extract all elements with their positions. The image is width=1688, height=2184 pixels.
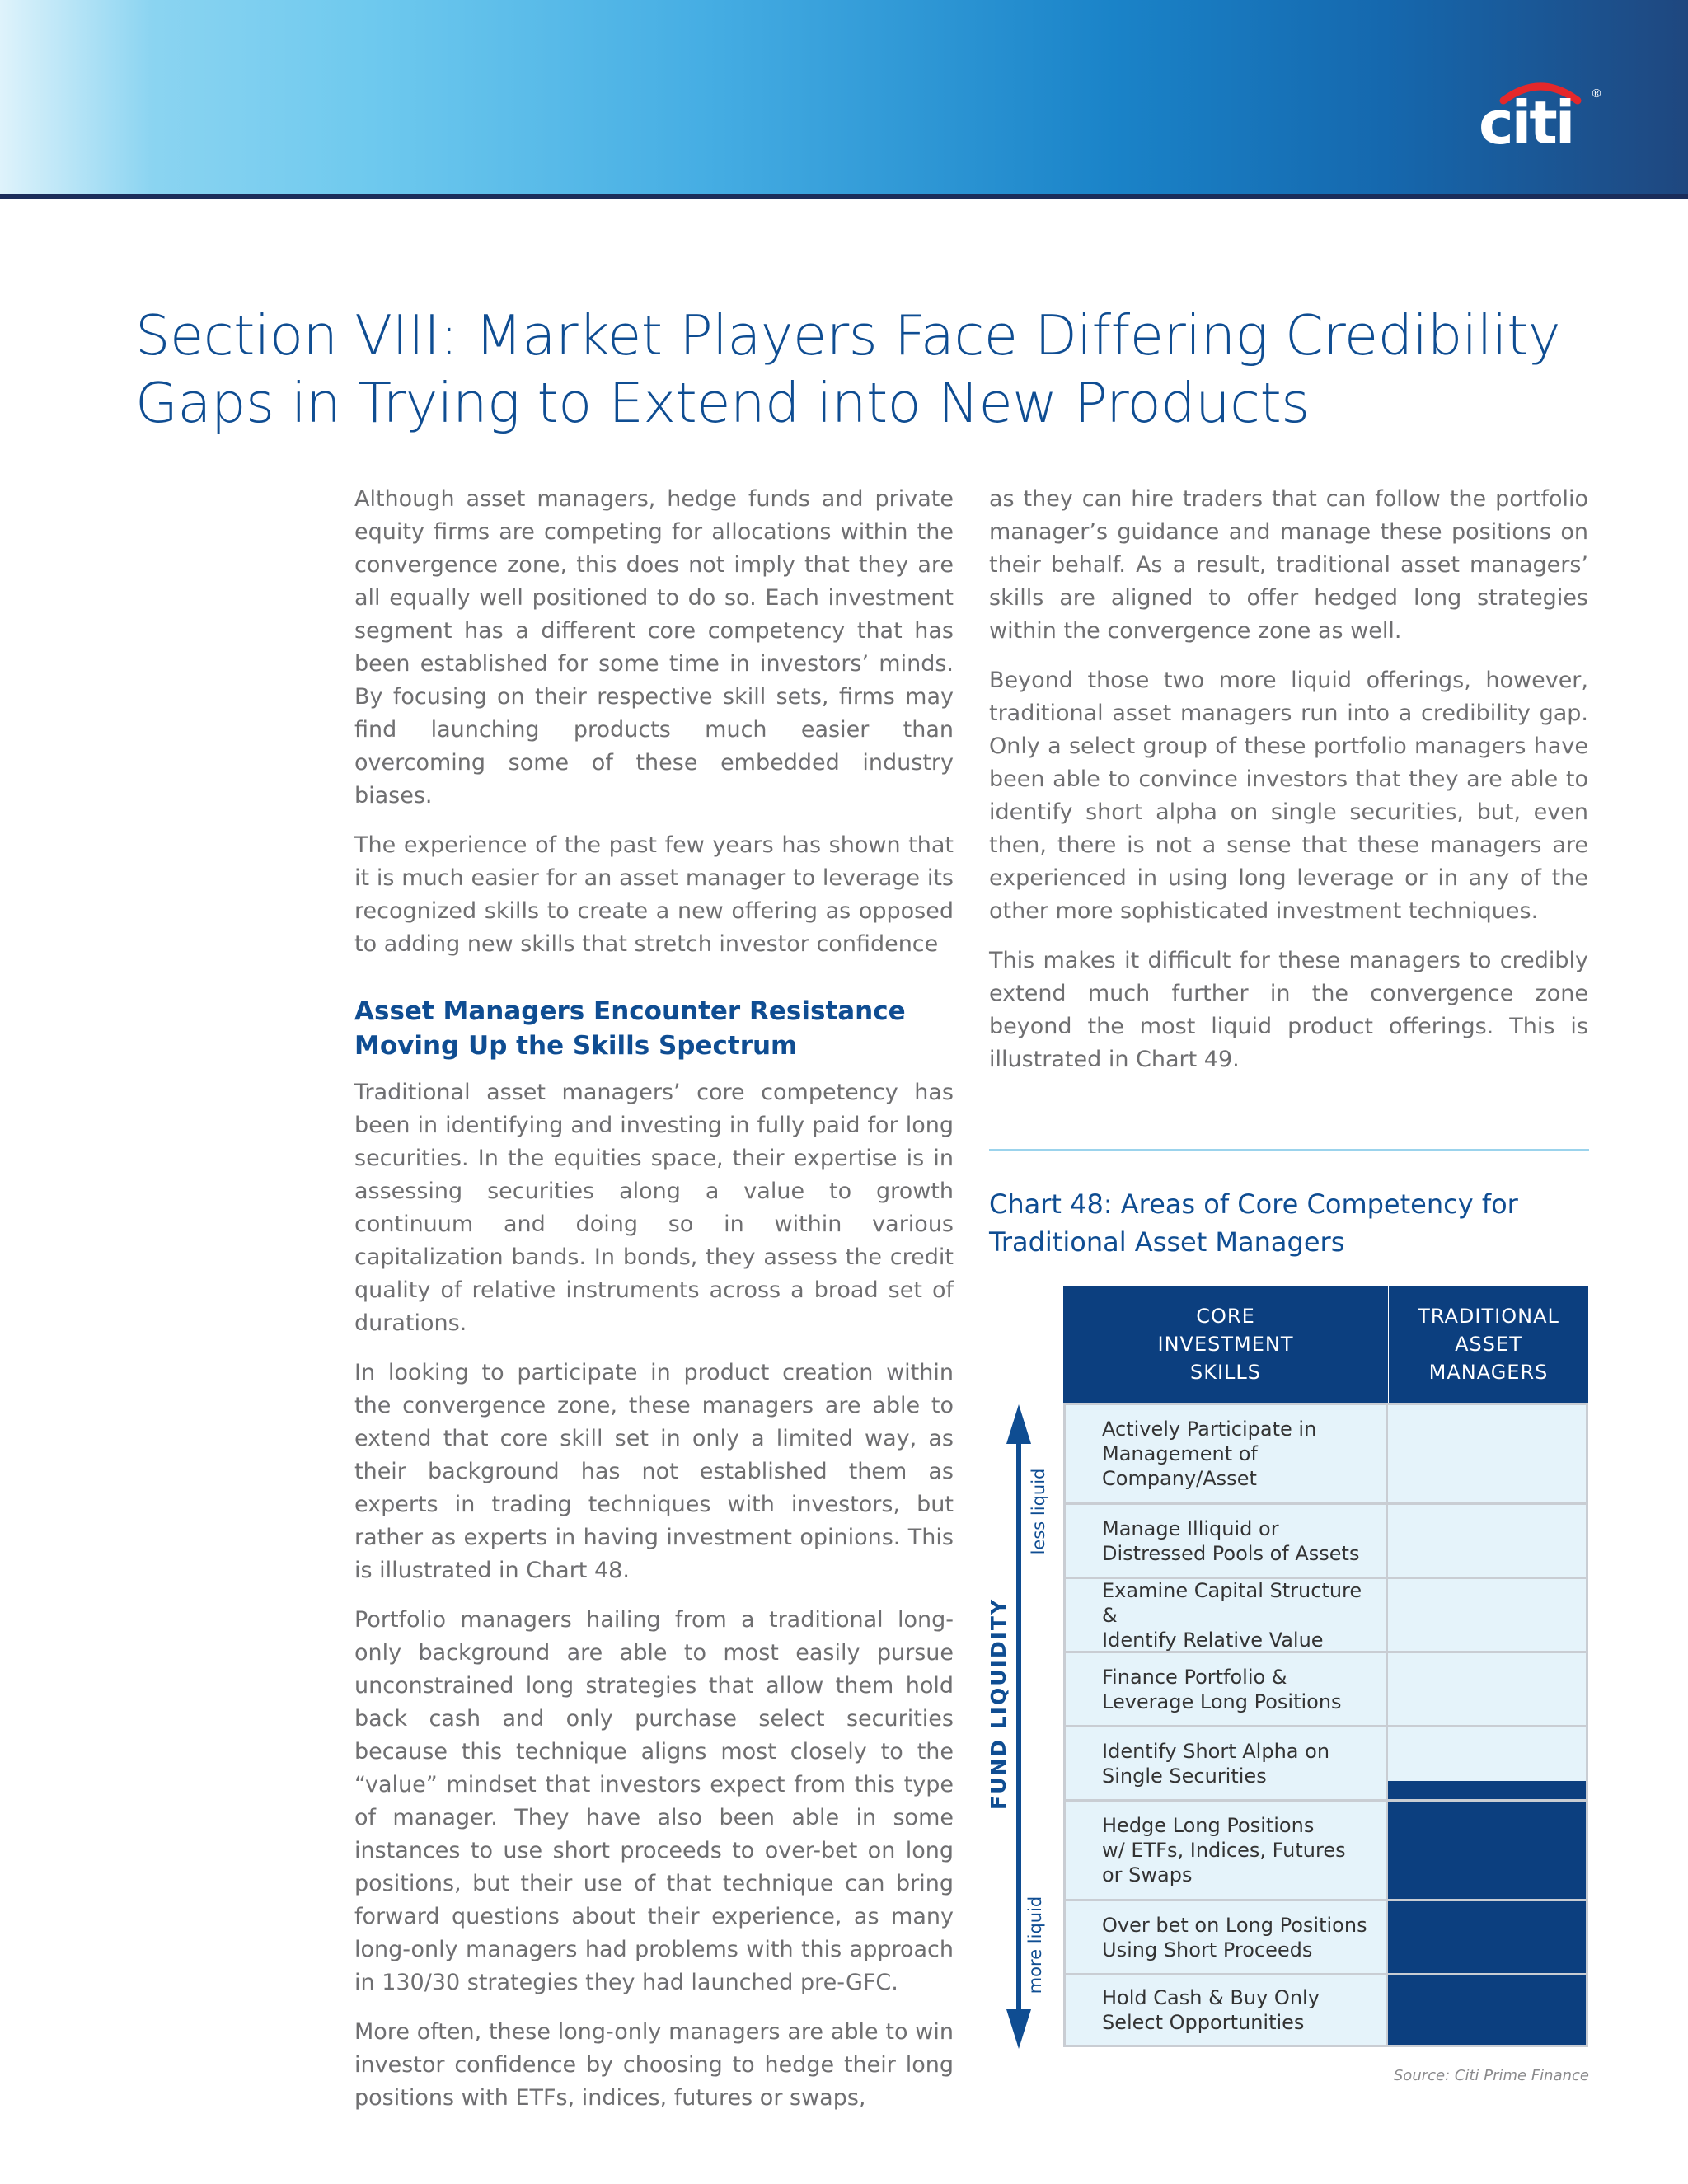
section-title-line-2: Gaps in Trying to Extend into New Products <box>135 371 1310 435</box>
table-row <box>1063 1577 1588 1651</box>
competency-cell <box>1388 1975 1588 2045</box>
competency-table <box>1063 1403 1588 2047</box>
paragraph: This makes it difficult for these managers to credibly extend much further in the convergence zone beyond the most liquid product offerings. This is illustrated in Chart 49. <box>989 948 1588 1072</box>
skill-label <box>1063 1579 1388 1651</box>
citi-logo-text: citi <box>1479 88 1573 152</box>
skill-label <box>1063 1802 1388 1899</box>
skill-label <box>1063 1653 1388 1725</box>
competency-cell <box>1388 1802 1588 1899</box>
chart-title-line-1: Chart 48: Areas of Core Competency for <box>989 1188 1518 1220</box>
chart-title <box>989 1185 1589 1261</box>
section-title <box>135 302 1619 437</box>
competency-fill <box>1388 1781 1586 1799</box>
paragraph: In looking to participate in product creation within the convergence zone, these managers are able to extend that core skill set in only a limited way, as their background has not established them as experts in trading techniques with investors, but rather as experts in having investment opinions. This is illustrated in Chart 48. <box>354 1360 954 1583</box>
header-traditional-asset-managers <box>1389 1286 1588 1403</box>
table-row <box>1063 1799 1588 1899</box>
skill-label-line: Finance Portfolio & <box>1102 1665 1287 1689</box>
header-line: CORE <box>1196 1305 1255 1328</box>
arrow-up-icon <box>1006 1404 1031 1444</box>
competency-cell <box>1388 1727 1588 1799</box>
skill-label-line: Management of <box>1102 1442 1258 1465</box>
skill-label-line: Identify Relative Value <box>1102 1628 1324 1652</box>
skill-label <box>1063 1901 1388 1973</box>
header-line: TRADITIONAL <box>1418 1305 1559 1328</box>
competency-cell <box>1388 1505 1588 1577</box>
table-row <box>1063 1899 1588 1973</box>
skill-label-line: Distressed Pools of Assets <box>1102 1541 1360 1565</box>
skill-label <box>1063 1727 1388 1799</box>
skill-label-line: w/ ETFs, Indices, Futures <box>1102 1839 1346 1862</box>
skill-label-line: Company/Asset <box>1102 1467 1257 1490</box>
right-column <box>989 483 1588 1093</box>
table-row <box>1063 1973 1588 2047</box>
axis-label-less-liquid: less liquid <box>1029 1468 1048 1555</box>
paragraph: Portfolio managers hailing from a traditional long-only background are able to most easily pursue unconstrained long strategies that allow them hold back cash and only purchase select securities because this technique aligns most closely to the “value” mindset that investors expect from this type of manager. They have also been able in some instances to use short proceeds to over-bet on long positions, but their use of that technique can bring forward questions about their experience, as many long-only managers had problems with this approach in 130/30 strategies they had launched pre-GFC. <box>354 1607 954 1995</box>
arrow-down-icon <box>1006 2009 1031 2049</box>
registered-mark: ® <box>1591 87 1602 101</box>
header-line: SKILLS <box>1189 1361 1262 1384</box>
table-row <box>1063 1725 1588 1799</box>
paragraph: Traditional asset managers’ core competency has been in identifying and investing in fully paid for long securities. In the equities space, their expertise is in assessing securities along a value to growth continuum and doing so in within various capitalization bands. In bonds, they assess the credit quality of relative instruments across a broad set of durations. <box>354 1080 954 1336</box>
header-line: ASSET <box>1455 1333 1522 1356</box>
chart-title-line-2: Traditional Asset Managers <box>989 1226 1345 1258</box>
skill-label-line: or Swaps <box>1102 1863 1193 1886</box>
chart-source: Source: Citi Prime Finance <box>1393 2067 1589 2084</box>
skill-label-line: Select Opportunities <box>1102 2011 1305 2034</box>
competency-fill <box>1388 1975 1586 2045</box>
header-divider <box>0 194 1688 199</box>
header-core-investment-skills <box>1063 1286 1388 1403</box>
competency-cell <box>1388 1653 1588 1725</box>
competency-fill <box>1388 1901 1586 1973</box>
subheading <box>354 994 954 1063</box>
skill-label-line: Using Short Proceeds <box>1102 1938 1313 1961</box>
axis-label-more-liquid: more liquid <box>1025 1896 1045 1994</box>
competency-cell <box>1388 1579 1588 1651</box>
header-line: INVESTMENT <box>1157 1333 1294 1356</box>
table-row <box>1063 1651 1588 1725</box>
header-line: MANAGERS <box>1428 1361 1549 1384</box>
competency-cell <box>1388 1901 1588 1973</box>
skill-label-line: Hold Cash & Buy Only <box>1102 1986 1320 2009</box>
skill-label-line: Single Securities <box>1102 1764 1267 1788</box>
competency-cell <box>1388 1405 1588 1502</box>
section-title-line-1: Section VIII: Market Players Face Differing Credibility <box>135 303 1561 368</box>
skill-label-line: Identify Short Alpha on <box>1102 1739 1330 1763</box>
subheading-line-1: Asset Managers Encounter Resistance <box>354 996 906 1026</box>
arrow-shaft <box>1016 1442 1021 2014</box>
axis-label-fund-liquidity: FUND LIQUIDITY <box>987 1597 1010 1810</box>
citi-logo <box>1470 73 1602 152</box>
skill-label-line: Examine Capital Structure & <box>1102 1578 1362 1627</box>
header-banner <box>0 0 1688 194</box>
skill-label-line: Hedge Long Positions <box>1102 1814 1315 1837</box>
paragraph: Beyond those two more liquid offerings, however, traditional asset managers run into a credibility gap. Only a select group of these portfolio managers have been able to convince investors that they are able to identify short alpha on single securities, but, even then, there is not a sense that these managers are experienced in using long leverage or in any of the other more sophisticated investment techniques. <box>989 668 1588 924</box>
paragraph: More often, these long-only managers are able to win investor confidence by choosing to hedge their long positions with ETFs, indices, futures or swaps, <box>354 2019 954 2111</box>
skill-label <box>1063 1405 1388 1502</box>
chart-divider <box>989 1149 1589 1151</box>
table-row <box>1063 1403 1588 1502</box>
skill-label-line: Leverage Long Positions <box>1102 1690 1342 1713</box>
table-row <box>1063 1502 1588 1577</box>
paragraph: as they can hire traders that can follow the portfolio manager’s guidance and manage these positions on their behalf. As a result, traditional asset managers’ skills are aligned to offer hedged long strategies within the convergence zone as well. <box>989 486 1588 644</box>
paragraph: Although asset managers, hedge funds and private equity firms are competing for allocations within the convergence zone, this does not imply that they are all equally well positioned to do so. Each investment segment has a different core competency that has been established for some time in investors’ minds. By focusing on their respective skill sets, firms may find launching products much easier than overcoming some of these embedded industry biases. <box>354 486 954 808</box>
left-column <box>354 483 954 2131</box>
skill-label-line: Actively Participate in <box>1102 1418 1317 1441</box>
skill-label <box>1063 1975 1388 2045</box>
skill-label-line: Manage Illiquid or <box>1102 1516 1279 1540</box>
skill-label-line: Over bet on Long Positions <box>1102 1913 1367 1937</box>
paragraph: The experience of the past few years has shown that it is much easier for an asset manager to leverage its recognized skills to create a new offering as opposed to adding new skills that stretch investor confidence <box>354 832 954 957</box>
subheading-line-2: Moving Up the Skills Spectrum <box>354 1031 798 1061</box>
skill-label <box>1063 1505 1388 1577</box>
competency-fill <box>1388 1802 1586 1899</box>
